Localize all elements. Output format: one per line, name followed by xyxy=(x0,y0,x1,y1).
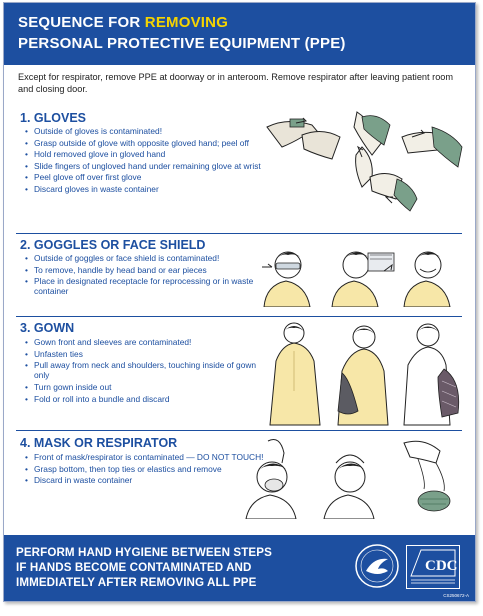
footer-line3: IMMEDIATELY AFTER REMOVING ALL PPE xyxy=(16,576,257,589)
glove-removal-illustration xyxy=(262,107,467,217)
section-gown-bullets xyxy=(24,337,264,405)
list-item: • Peel glove off over first glove xyxy=(24,172,264,182)
list-item: • Discard in waste container xyxy=(24,475,264,485)
list-item: • Unfasten ties xyxy=(24,349,264,359)
document-code: CS250672-A xyxy=(443,593,469,598)
cdc-logo-icon xyxy=(407,546,459,588)
section-divider xyxy=(16,316,462,317)
gown-removal-illustration xyxy=(266,321,466,427)
section-gown-heading: 3. GOWN xyxy=(20,321,75,335)
section-gloves-bullets xyxy=(24,126,264,196)
list-item: • To remove, handle by head band or ear pieces xyxy=(24,265,264,275)
list-item: • Gown front and sleeves are contaminated! xyxy=(24,337,264,347)
section-gloves-heading: 1. GLOVES xyxy=(20,111,86,125)
cdc-logo xyxy=(406,545,460,589)
cdc-logo-text: CDC xyxy=(425,558,458,574)
section-divider xyxy=(16,430,462,431)
footer-line1: PERFORM HAND HYGIENE BETWEEN STEPS xyxy=(16,546,272,559)
goggles-removal-illustration xyxy=(254,241,466,307)
list-item: • Grasp outside of glove with opposite gloved hand; peel off xyxy=(24,138,264,148)
list-item: • Outside of goggles or face shield is contaminated! xyxy=(24,253,264,263)
list-item: • Front of mask/respirator is contaminated — DO NOT TOUCH! xyxy=(24,452,264,462)
ppe-poster xyxy=(3,2,476,602)
list-item: • Fold or roll into a bundle and discard xyxy=(24,394,264,404)
poster-title-line2: PERSONAL PROTECTIVE EQUIPMENT (PPE) xyxy=(18,35,346,52)
list-item: • Hold removed glove in gloved hand xyxy=(24,149,264,159)
list-item: • Discard gloves in waste container xyxy=(24,184,264,194)
list-item: • Place in designated receptacle for reprocessing or in waste container xyxy=(24,276,264,296)
section-goggles-heading: 2. GOGGLES OR FACE SHIELD xyxy=(20,238,206,252)
list-item: • Turn gown inside out xyxy=(24,382,264,392)
poster-title-line1: SEQUENCE FOR REMOVING xyxy=(18,14,229,31)
mask-removal-illustration xyxy=(240,437,466,519)
hhs-seal-icon xyxy=(354,543,400,589)
section-goggles-bullets xyxy=(24,253,264,298)
footer-line2: IF HANDS BECOME CONTAMINATED AND xyxy=(16,561,252,574)
poster-footer xyxy=(4,535,475,601)
list-item: • Slide fingers of ungloved hand under remaining glove at wrist xyxy=(24,161,264,171)
section-mask-heading: 4. MASK OR RESPIRATOR xyxy=(20,436,178,450)
poster-header xyxy=(4,3,475,65)
section-divider xyxy=(16,233,462,234)
removing-highlight: REMOVING xyxy=(144,14,229,31)
list-item: • Grasp bottom, then top ties or elastics and remove xyxy=(24,464,264,474)
intro-text: Except for respirator, remove PPE at doorway or in anteroom. Remove respirator after leaving patient room and closing door. xyxy=(18,72,454,94)
list-item: • Outside of gloves is contaminated! xyxy=(24,126,264,136)
list-item: • Pull away from neck and shoulders, touching inside of gown only xyxy=(24,360,264,380)
section-mask-bullets xyxy=(24,452,264,487)
